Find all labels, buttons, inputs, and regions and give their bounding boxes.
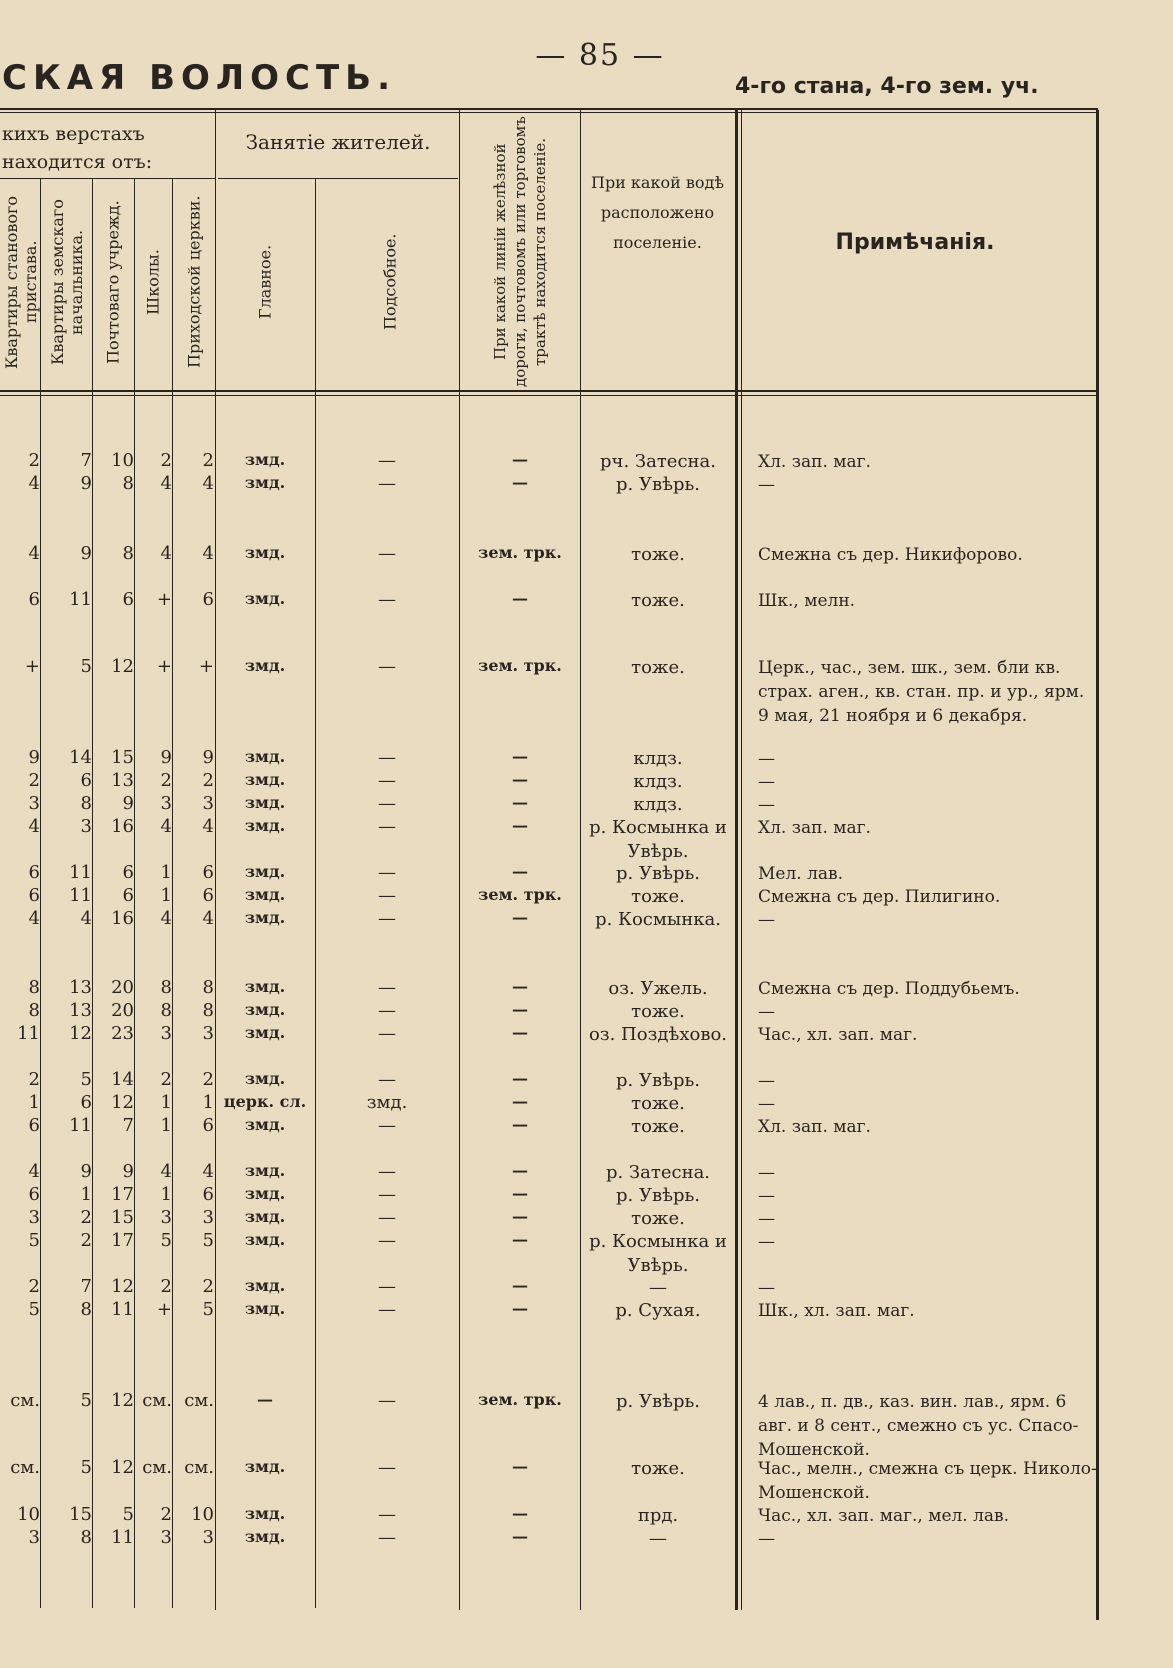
- secondary-occupation: —: [378, 977, 396, 998]
- main-occupation: змд.: [244, 1161, 286, 1180]
- church-distance: 4: [202, 1161, 214, 1182]
- main-occupation: змд.: [244, 1207, 286, 1226]
- water-body: р. Космынка и Увѣрь.: [589, 1231, 727, 1276]
- school-distance: см.: [142, 1457, 172, 1478]
- water-body: р. Увѣрь.: [615, 863, 700, 884]
- zemsky-distance: 11: [69, 1115, 92, 1136]
- school-distance: +: [156, 1299, 172, 1320]
- stanovoi-distance: 10: [17, 1504, 40, 1525]
- stanovoi-distance: 6: [28, 1184, 40, 1205]
- secondary-occupation: —: [378, 656, 396, 677]
- school-distance: 1: [160, 1115, 172, 1136]
- church-distance: 5: [202, 1299, 214, 1320]
- school-distance: 2: [160, 1504, 172, 1525]
- water-header: При какой водѣ расположено поселеніе.: [590, 173, 724, 252]
- post-distance: 6: [122, 589, 134, 610]
- church-distance: 6: [202, 885, 214, 906]
- note: —: [758, 1232, 775, 1252]
- secondary-occupation: —: [378, 747, 396, 768]
- church-distance: 6: [202, 1184, 214, 1205]
- water-body: прд.: [637, 1505, 679, 1526]
- zemsky-distance: 5: [80, 1390, 92, 1411]
- main-occupation: змд.: [244, 1069, 286, 1088]
- secondary-occupation: —: [378, 1527, 396, 1548]
- post-distance: 7: [122, 1115, 134, 1136]
- road-location: —: [512, 1457, 528, 1476]
- secondary-occupation: —: [378, 1069, 396, 1090]
- note: Час., хл. зап. маг.: [758, 1025, 918, 1045]
- church-distance: +: [198, 656, 214, 677]
- church-distance: 4: [202, 473, 214, 494]
- secondary-occupation: —: [378, 1000, 396, 1021]
- stanovoi-distance: 8: [28, 977, 40, 998]
- church-distance: 6: [202, 589, 214, 610]
- stanovoi-distance: 5: [28, 1299, 40, 1320]
- notes-header: Примѣчанія.: [835, 230, 995, 255]
- church-distance: 1: [202, 1092, 214, 1113]
- school-distance: см.: [142, 1390, 172, 1411]
- note: Хл. зап. маг.: [758, 1117, 871, 1137]
- note: Смежна съ дер. Пилигино.: [758, 887, 1001, 907]
- secondary-occupation: —: [378, 908, 396, 929]
- water-body: рч. Затесна.: [600, 451, 716, 472]
- zemsky-distance: 5: [80, 1457, 92, 1478]
- post-distance: 12: [111, 1457, 134, 1478]
- church-distance: 10: [191, 1504, 214, 1525]
- road-location: —: [512, 908, 528, 927]
- note: Хл. зап. маг.: [758, 818, 871, 838]
- post-distance: 12: [111, 656, 134, 677]
- water-body: тоже.: [631, 1458, 685, 1479]
- water-body: клдз.: [633, 771, 683, 792]
- post-distance: 11: [111, 1299, 134, 1320]
- school-distance: 3: [160, 793, 172, 814]
- stanovoi-distance: см.: [10, 1457, 40, 1478]
- main-occupation: змд.: [244, 793, 286, 812]
- road-location: —: [512, 1161, 528, 1180]
- school-distance: 3: [160, 1207, 172, 1228]
- secondary-occupation: —: [378, 1390, 396, 1411]
- school-distance: 1: [160, 1184, 172, 1205]
- secondary-occupation: —: [378, 1115, 396, 1136]
- stanovoi-distance: 6: [28, 589, 40, 610]
- stanovoi-distance: 5: [28, 1230, 40, 1251]
- note: —: [758, 772, 775, 792]
- zemsky-distance: 12: [69, 1023, 92, 1044]
- road-location: —: [512, 473, 528, 492]
- stanovoi-distance: 6: [28, 885, 40, 906]
- school-distance: 8: [160, 977, 172, 998]
- stanovoi-distance: см.: [10, 1390, 40, 1411]
- church-distance: 3: [202, 1527, 214, 1548]
- water-body: р. Увѣрь.: [615, 1185, 700, 1206]
- road-location: —: [512, 793, 528, 812]
- note: —: [758, 475, 775, 495]
- note: Церк., час., зем. шк., зем. бли кв. страх. аген., кв. стан. пр. и ур., ярм. 9 мая, 21 ноября и 6 декабря.: [758, 658, 1085, 726]
- zemsky-distance: 8: [80, 793, 92, 814]
- road-location: —: [512, 589, 528, 608]
- water-body: р. Сухая.: [615, 1300, 701, 1321]
- road-location: зем. трк.: [478, 656, 562, 675]
- main-occupation: змд.: [244, 908, 286, 927]
- water-body: тоже.: [631, 1093, 685, 1114]
- secondary-occupation: —: [378, 793, 396, 814]
- main-occupation: змд.: [244, 473, 286, 492]
- road-location: —: [512, 747, 528, 766]
- stanovoi-distance: 2: [28, 450, 40, 471]
- stanovoi-header: Квартиры станового пристава.: [2, 195, 40, 369]
- zemsky-distance: 4: [80, 908, 92, 929]
- water-body: р. Космынка.: [595, 909, 721, 930]
- water-body: тоже.: [631, 657, 685, 678]
- water-body: р. Увѣрь.: [615, 1391, 700, 1412]
- road-location: —: [512, 1276, 528, 1295]
- road-location: —: [512, 862, 528, 881]
- road-location: —: [512, 1230, 528, 1249]
- water-body: оз. Поздѣхово.: [588, 1024, 728, 1045]
- road-location: зем. трк.: [478, 543, 562, 562]
- stanovoi-distance: 2: [28, 770, 40, 791]
- main-occupation-header: Главное.: [255, 244, 275, 320]
- zemsky-distance: 14: [69, 747, 92, 768]
- church-header: Приходской церкви.: [184, 195, 204, 369]
- church-distance: см.: [184, 1457, 214, 1478]
- secondary-occupation: —: [378, 450, 396, 471]
- note: Шк., мелн.: [758, 591, 856, 611]
- post-distance: 20: [111, 1000, 134, 1021]
- road-location: —: [512, 450, 528, 469]
- post-distance: 11: [111, 1527, 134, 1548]
- post-distance: 12: [111, 1390, 134, 1411]
- post-distance: 16: [111, 908, 134, 929]
- main-occupation: змд.: [244, 1230, 286, 1249]
- stanovoi-distance: 3: [28, 793, 40, 814]
- zemsky-distance: 2: [80, 1207, 92, 1228]
- road-location: —: [512, 977, 528, 996]
- post-distance: 15: [111, 747, 134, 768]
- road-location: —: [512, 1092, 528, 1111]
- school-distance: 3: [160, 1527, 172, 1548]
- zemsky-distance: 5: [80, 656, 92, 677]
- water-body: клдз.: [633, 748, 683, 769]
- school-distance: 4: [160, 473, 172, 494]
- zemsky-distance: 9: [80, 1161, 92, 1182]
- secondary-occupation-header: Подсобное.: [380, 233, 400, 331]
- road-location: зем. трк.: [478, 885, 562, 904]
- secondary-occupation: —: [378, 1023, 396, 1044]
- secondary-occupation: —: [378, 816, 396, 837]
- school-distance: 2: [160, 1069, 172, 1090]
- stanovoi-distance: 1: [28, 1092, 40, 1113]
- school-distance: 1: [160, 862, 172, 883]
- main-occupation: змд.: [244, 1299, 286, 1318]
- post-distance: 9: [122, 1161, 134, 1182]
- road-location: —: [512, 1023, 528, 1042]
- zemsky-distance: 8: [80, 1299, 92, 1320]
- water-body: клдз.: [633, 794, 683, 815]
- road-location: —: [512, 1299, 528, 1318]
- zemsky-distance: 13: [69, 1000, 92, 1021]
- zemsky-distance: 8: [80, 1527, 92, 1548]
- school-distance: +: [156, 656, 172, 677]
- road-location: —: [512, 770, 528, 789]
- stanovoi-distance: 4: [28, 1161, 40, 1182]
- note: —: [758, 1529, 775, 1549]
- church-distance: 2: [202, 1276, 214, 1297]
- secondary-occupation: —: [378, 1161, 396, 1182]
- note: —: [758, 1094, 775, 1114]
- note: Хл. зап. маг.: [758, 452, 871, 472]
- secondary-occupation: —: [378, 770, 396, 791]
- post-distance: 6: [122, 885, 134, 906]
- secondary-occupation: —: [378, 543, 396, 564]
- school-distance: 4: [160, 908, 172, 929]
- school-distance: 8: [160, 1000, 172, 1021]
- zemsky-distance: 9: [80, 543, 92, 564]
- note: —: [758, 1209, 775, 1229]
- school-distance: 2: [160, 1276, 172, 1297]
- water-body: р. Космынка и Увѣрь.: [589, 817, 727, 862]
- zemsky-distance: 6: [80, 1092, 92, 1113]
- post-distance: 16: [111, 816, 134, 837]
- school-distance: 2: [160, 450, 172, 471]
- stan-section-title: 4-го стана, 4-го зем. уч.: [735, 74, 1039, 99]
- secondary-occupation: змд.: [366, 1092, 408, 1113]
- church-distance: 3: [202, 1023, 214, 1044]
- post-distance: 8: [122, 543, 134, 564]
- post-header: Почтоваго учрежд.: [103, 200, 123, 364]
- main-occupation: змд.: [244, 1457, 286, 1476]
- road-location: —: [512, 1207, 528, 1226]
- stanovoi-distance: 4: [28, 908, 40, 929]
- note: —: [758, 1186, 775, 1206]
- road-location: —: [512, 1527, 528, 1546]
- zemsky-distance: 6: [80, 770, 92, 791]
- water-body: оз. Ужель.: [608, 978, 708, 999]
- church-distance: 2: [202, 1069, 214, 1090]
- note: Час., мелн., смежна съ церк. Николо-Мошенской.: [758, 1459, 1097, 1503]
- stanovoi-distance: 2: [28, 1276, 40, 1297]
- zemsky-distance: 15: [69, 1504, 92, 1525]
- road-location: —: [512, 1115, 528, 1134]
- church-distance: см.: [184, 1390, 214, 1411]
- main-occupation: —: [257, 1390, 273, 1409]
- note: 4 лав., п. дв., каз. вин. лав., ярм. 6 авг. и 8 сент., смежно съ ус. Спасо-Мошенской.: [758, 1392, 1079, 1460]
- water-body: р. Увѣрь.: [615, 474, 700, 495]
- secondary-occupation: —: [378, 1299, 396, 1320]
- note: —: [758, 1071, 775, 1091]
- secondary-occupation: —: [378, 1207, 396, 1228]
- stanovoi-distance: 4: [28, 543, 40, 564]
- zemsky-distance: 9: [80, 473, 92, 494]
- main-occupation: змд.: [244, 1000, 286, 1019]
- water-body: р. Увѣрь.: [615, 1070, 700, 1091]
- post-distance: 17: [111, 1230, 134, 1251]
- school-distance: 9: [160, 747, 172, 768]
- school-distance: 5: [160, 1230, 172, 1251]
- church-distance: 6: [202, 1115, 214, 1136]
- post-distance: 5: [122, 1504, 134, 1525]
- zemsky-distance: 11: [69, 885, 92, 906]
- main-occupation: змд.: [244, 747, 286, 766]
- school-distance: 4: [160, 816, 172, 837]
- note: —: [758, 795, 775, 815]
- road-location: —: [512, 1000, 528, 1019]
- school-distance: 1: [160, 1092, 172, 1113]
- post-distance: 12: [111, 1276, 134, 1297]
- post-distance: 12: [111, 1092, 134, 1113]
- water-body: тоже.: [631, 544, 685, 565]
- school-header: Школы.: [143, 249, 163, 315]
- post-distance: 20: [111, 977, 134, 998]
- main-occupation: змд.: [244, 816, 286, 835]
- stanovoi-distance: 11: [17, 1023, 40, 1044]
- main-occupation: змд.: [244, 1023, 286, 1042]
- church-distance: 4: [202, 543, 214, 564]
- main-occupation: змд.: [244, 862, 286, 881]
- occupation-group-header: Занятіе жителей.: [245, 130, 431, 154]
- church-distance: 5: [202, 1230, 214, 1251]
- school-distance: 4: [160, 543, 172, 564]
- school-distance: 4: [160, 1161, 172, 1182]
- note: —: [758, 1002, 775, 1022]
- stanovoi-distance: 9: [28, 747, 40, 768]
- school-distance: 2: [160, 770, 172, 791]
- stanovoi-distance: 2: [28, 1069, 40, 1090]
- main-occupation: змд.: [244, 656, 286, 675]
- secondary-occupation: —: [378, 473, 396, 494]
- main-occupation: змд.: [244, 589, 286, 608]
- road-location: —: [512, 816, 528, 835]
- zemsky-distance: 11: [69, 589, 92, 610]
- note: Шк., хл. зап. маг.: [758, 1301, 915, 1321]
- main-occupation: змд.: [244, 977, 286, 996]
- church-distance: 3: [202, 1207, 214, 1228]
- note: —: [758, 1278, 775, 1298]
- zemsky-distance: 7: [80, 1276, 92, 1297]
- post-distance: 10: [111, 450, 134, 471]
- school-distance: 3: [160, 1023, 172, 1044]
- road-location: —: [512, 1069, 528, 1088]
- note: —: [758, 749, 775, 769]
- main-occupation: змд.: [244, 885, 286, 904]
- church-distance: 6: [202, 862, 214, 883]
- main-occupation: церк. сл.: [223, 1092, 307, 1111]
- post-distance: 6: [122, 862, 134, 883]
- main-occupation: змд.: [244, 1115, 286, 1134]
- post-distance: 8: [122, 473, 134, 494]
- note: Смежна съ дер. Никифорово.: [758, 545, 1023, 565]
- distances-group-header: кихъ верстахъ находится отъ:: [2, 123, 153, 173]
- main-occupation: змд.: [244, 1504, 286, 1523]
- water-body: тоже.: [631, 590, 685, 611]
- main-occupation: змд.: [244, 450, 286, 469]
- post-distance: 15: [111, 1207, 134, 1228]
- school-distance: +: [156, 589, 172, 610]
- post-distance: 14: [111, 1069, 134, 1090]
- zemsky-distance: 5: [80, 1069, 92, 1090]
- secondary-occupation: —: [378, 589, 396, 610]
- stanovoi-distance: 3: [28, 1527, 40, 1548]
- post-distance: 9: [122, 793, 134, 814]
- stanovoi-distance: 6: [28, 862, 40, 883]
- stanovoi-distance: 8: [28, 1000, 40, 1021]
- secondary-occupation: —: [378, 1457, 396, 1478]
- page-number: — 85 —: [535, 38, 665, 73]
- water-body: тоже.: [631, 886, 685, 907]
- zemsky-distance: 13: [69, 977, 92, 998]
- church-distance: 8: [202, 977, 214, 998]
- road-header: При какой линіи желѣзной дороги, почтовомъ или торговомъ трактѣ находится поселеніе.: [491, 116, 549, 388]
- zemsky-distance: 7: [80, 450, 92, 471]
- post-distance: 13: [111, 770, 134, 791]
- water-body: тоже.: [631, 1208, 685, 1229]
- secondary-occupation: —: [378, 862, 396, 883]
- church-distance: 8: [202, 1000, 214, 1021]
- church-distance: 2: [202, 770, 214, 791]
- post-distance: 17: [111, 1184, 134, 1205]
- note: Час., хл. зап. маг., мел. лав.: [758, 1506, 1010, 1526]
- secondary-occupation: —: [378, 1184, 396, 1205]
- church-distance: 9: [202, 747, 214, 768]
- main-occupation: змд.: [244, 770, 286, 789]
- note: Смежна съ дер. Поддубьемъ.: [758, 979, 1020, 999]
- water-body: —: [649, 1277, 667, 1298]
- secondary-occupation: —: [378, 1276, 396, 1297]
- zemsky-header: Квартиры земскаго начальника.: [48, 199, 86, 365]
- road-location: зем. трк.: [478, 1390, 562, 1409]
- stanovoi-distance: 4: [28, 473, 40, 494]
- water-body: р. Затесна.: [605, 1162, 711, 1183]
- note: —: [758, 1163, 775, 1183]
- main-occupation: змд.: [244, 1527, 286, 1546]
- zemsky-distance: 1: [80, 1184, 92, 1205]
- church-distance: 2: [202, 450, 214, 471]
- stanovoi-distance: +: [24, 656, 40, 677]
- post-distance: 23: [111, 1023, 134, 1044]
- road-location: —: [512, 1184, 528, 1203]
- stanovoi-distance: 3: [28, 1207, 40, 1228]
- secondary-occupation: —: [378, 1230, 396, 1251]
- stanovoi-distance: 6: [28, 1115, 40, 1136]
- church-distance: 4: [202, 908, 214, 929]
- secondary-occupation: —: [378, 1504, 396, 1525]
- secondary-occupation: —: [378, 885, 396, 906]
- zemsky-distance: 3: [80, 816, 92, 837]
- road-location: —: [512, 1504, 528, 1523]
- water-body: —: [649, 1528, 667, 1549]
- volost-title: СКАЯ ВОЛОСТЬ.: [2, 58, 397, 98]
- zemsky-distance: 11: [69, 862, 92, 883]
- stanovoi-distance: 4: [28, 816, 40, 837]
- water-body: тоже.: [631, 1116, 685, 1137]
- note: Мел. лав.: [758, 864, 843, 884]
- main-occupation: змд.: [244, 1276, 286, 1295]
- water-body: тоже.: [631, 1001, 685, 1022]
- school-distance: 1: [160, 885, 172, 906]
- note: —: [758, 910, 775, 930]
- main-occupation: змд.: [244, 543, 286, 562]
- church-distance: 4: [202, 816, 214, 837]
- church-distance: 3: [202, 793, 214, 814]
- zemsky-distance: 2: [80, 1230, 92, 1251]
- main-occupation: змд.: [244, 1184, 286, 1203]
